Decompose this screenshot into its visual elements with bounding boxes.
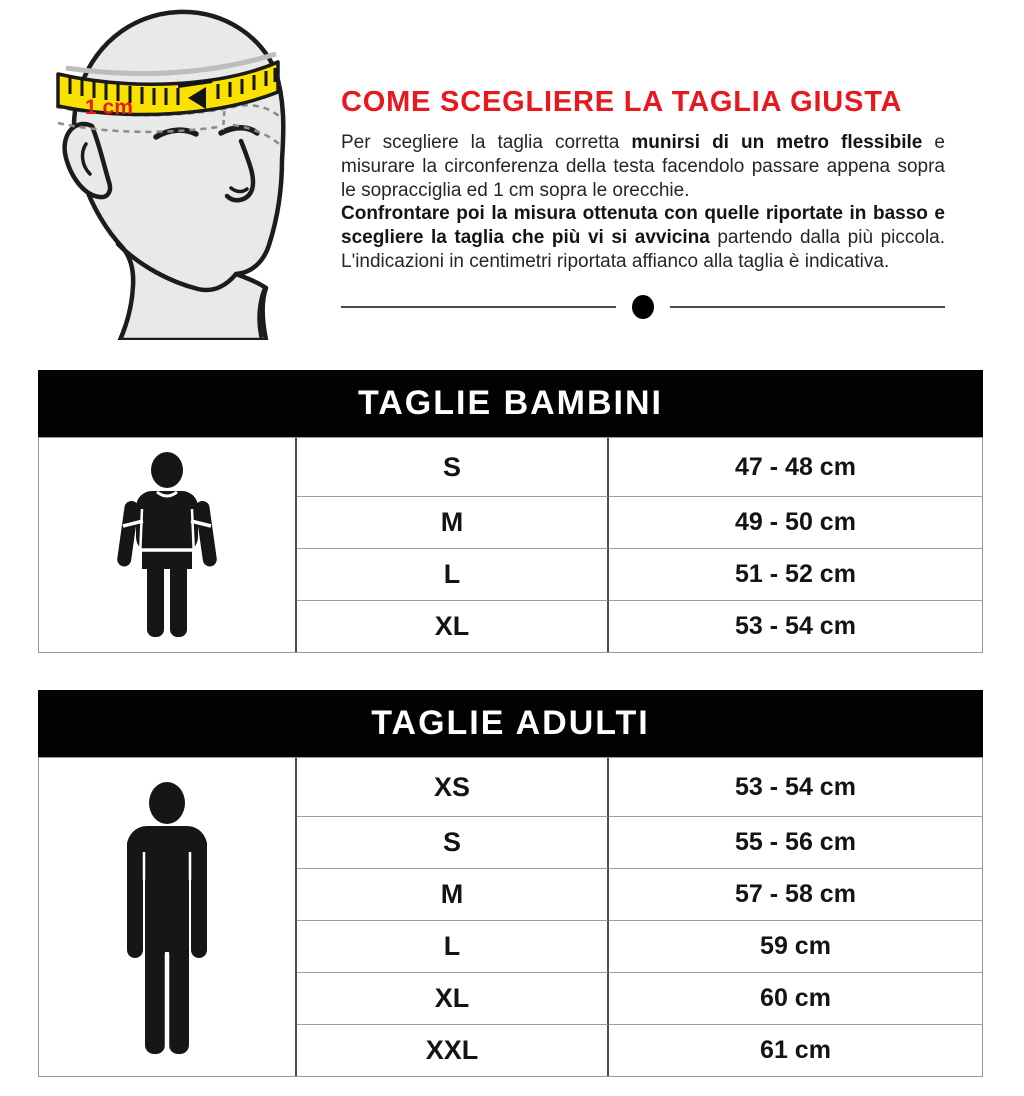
- intro-text-regular: partendo dalla più piccola. L'indicazioni in centimetri riportata affianco alla taglia è indicativa.: [341, 227, 946, 272]
- value-cell: 51 - 52 cm: [609, 548, 982, 600]
- size-cell: S: [297, 438, 609, 496]
- size-cell: M: [297, 496, 609, 548]
- size-table-bambini: [38, 370, 983, 653]
- section-divider: [341, 295, 945, 319]
- intro-text-regular: e misurare la circonferenza della testa facendolo passare appena sopra le sopracciglia ed 1 cm sopra le orecchie.: [341, 132, 945, 201]
- table-title: TAGLIE ADULTI: [371, 704, 650, 742]
- table-body-bambini: [38, 437, 983, 653]
- size-cell: XS: [297, 758, 609, 816]
- intro-text-regular: Per scegliere la taglia corretta: [341, 132, 632, 153]
- size-cell: XXL: [297, 1024, 609, 1076]
- intro-text-bold: Confrontare poi la misura ottenuta con quelle riportate in basso e scegliere la taglia che più vi si avvicina: [341, 203, 945, 249]
- intro-text-bold: munirsi di un metro flessibile: [631, 132, 923, 153]
- divider-line: [670, 306, 945, 308]
- divider-line: [341, 306, 616, 308]
- size-cell: XL: [297, 600, 609, 652]
- divider-dot-icon: [632, 295, 654, 319]
- value-cell: 57 - 58 cm: [609, 868, 982, 920]
- table-body-adulti: [38, 757, 983, 1077]
- intro-section: [341, 86, 945, 319]
- intro-paragraph-2: [341, 202, 945, 273]
- size-cell: M: [297, 868, 609, 920]
- size-cell: XL: [297, 972, 609, 1024]
- one-cm-label: 1 cm: [85, 96, 133, 119]
- value-cell: 61 cm: [609, 1024, 982, 1076]
- size-cell: L: [297, 548, 609, 600]
- value-cell: 53 - 54 cm: [609, 600, 982, 652]
- adult-figure-icon: [39, 758, 297, 1076]
- size-cell: L: [297, 920, 609, 972]
- table-header-adulti: [38, 690, 983, 757]
- page-title: COME SCEGLIERE LA TAGLIA GIUSTA: [341, 86, 903, 118]
- table-title: TAGLIE BAMBINI: [357, 384, 663, 422]
- value-cell: 47 - 48 cm: [735, 452, 856, 481]
- size-cell: S: [297, 816, 609, 868]
- value-cell: 60 cm: [609, 972, 982, 1024]
- intro-paragraph-1: [341, 131, 945, 202]
- child-figure-icon: [39, 438, 297, 652]
- table-header-bambini: [38, 370, 983, 437]
- value-cell: 59 cm: [609, 920, 982, 972]
- size-table-adulti: [38, 690, 983, 1077]
- value-cell: 55 - 56 cm: [609, 816, 982, 868]
- value-cell: 49 - 50 cm: [609, 496, 982, 548]
- value-cell: 53 - 54 cm: [735, 772, 856, 801]
- head-measurement-illustration: [28, 2, 330, 340]
- measuring-head-icon: [28, 2, 330, 340]
